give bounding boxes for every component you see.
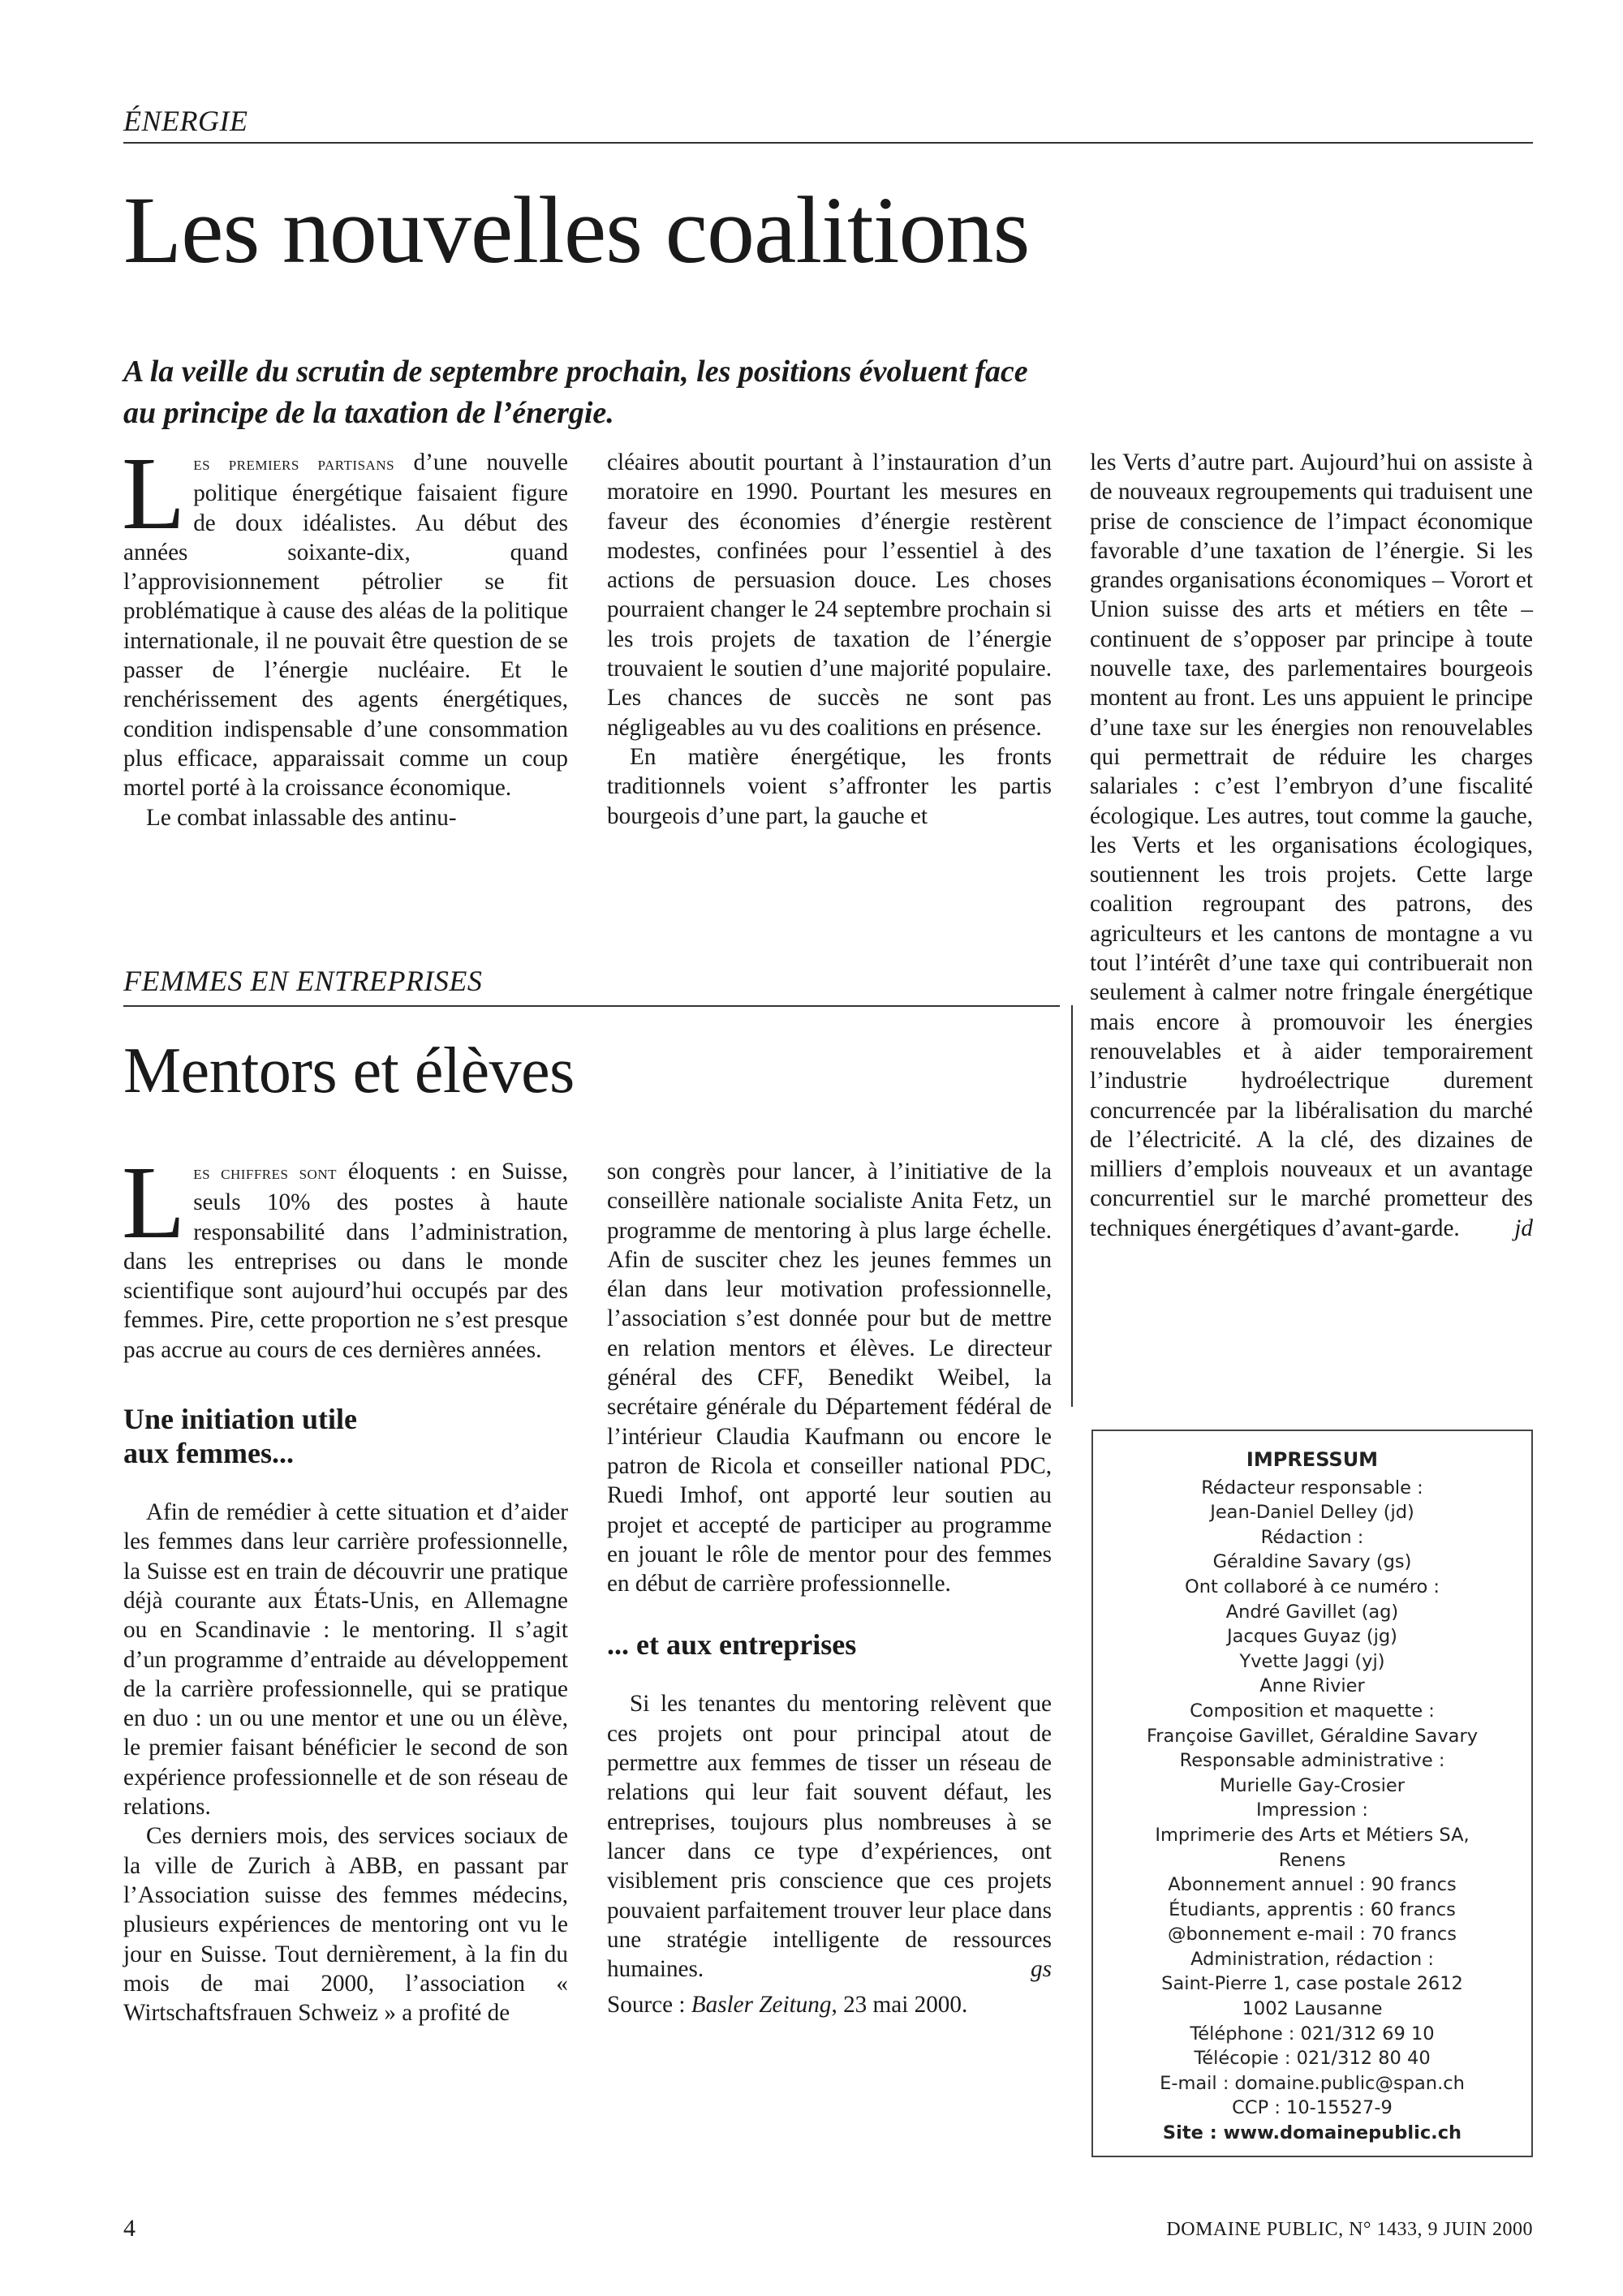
impressum-line: Responsable administrative : <box>1179 1750 1445 1772</box>
article-lead <box>123 351 1503 434</box>
impressum-line: Télécopie : 021/312 80 40 <box>1194 2048 1431 2070</box>
publication-info: DOMAINE PUBLIC, N° 1433, 9 JUIN 2000 <box>1166 2219 1533 2240</box>
paragraph: son congrès pour lancer, à l’initiative de la conseillère nationale socialiste Anita Fetz, un programme de mentoring à plus large échelle. Afin de susciter chez les jeunes femmes un élan dans leur motivation professionnelle, l’association s’est donnée pour but de mettre en relation mentors et élèves. Le directeur général des CFF, Benedikt Weibel, la secrétaire générale du Département fédéral de l’intérieur Claudia Kaufmann ou encore le patron de Ricola et conseiller national PDC, Ruedi Imhof, ont apporté leur soutien au projet et accepté de participer au programme en jouant le rôle de mentor pour des femmes en début de carrière professionnelle. <box>607 1159 1052 1597</box>
impressum-title: IMPRESSUM <box>1246 1448 1379 1471</box>
impressum-line: 1002 Lausanne <box>1242 1998 1383 2020</box>
lead-line-1: A la veille du scrutin de septembre prochain, les positions évoluent face <box>123 355 1028 389</box>
impressum-line: Murielle Gay-Crosier <box>1219 1774 1406 1796</box>
page-number: 4 <box>123 2215 136 2242</box>
section-kicker-femmes: FEMMES EN ENTREPRISES <box>123 965 483 997</box>
impressum-line: @bonnement e-mail : 70 francs <box>1167 1924 1457 1946</box>
smallcaps-opening: es premiers partisans <box>193 454 395 475</box>
smallcaps-opening: es chiffres sont <box>193 1163 337 1184</box>
source-date: , 23 mai 2000. <box>831 1992 968 2019</box>
paragraph: éloquents : en Suisse, seuls 10% des postes à haute responsabilité dans l’administration, dans les entreprises ou dans le monde scientifique sont aujourd’hui occupés par des femmes. Pire, cette proportion ne s’est presque pas accrue au cours de ces dernières années. <box>123 1159 568 1363</box>
impressum-line: Saint-Pierre 1, case postale 2612 <box>1161 1973 1463 1995</box>
column-divider <box>1071 1005 1073 1407</box>
impressum-line: André Gavillet (ag) <box>1225 1601 1399 1623</box>
source-label: Source : <box>607 1992 691 2019</box>
impressum-box <box>1091 1430 1533 2157</box>
impressum-line: Ont collaboré à ce numéro : <box>1184 1576 1440 1597</box>
author-signature: jd <box>1514 1215 1533 1241</box>
impressum-line: CCP : 10-15527-9 <box>1232 2097 1393 2119</box>
paragraph: d’une nouvelle politique énergétique faisaient figure de doux idéalistes. Au début des années soixante-dix, quand l’approvisionnement pétrolier se fit problématique à cause des aléas de la politique internationale, il ne pouvait être question de se passer de l’énergie nucléaire. Et le renchérissement des agents énergétiques, condition indispensable d’une consommation plus efficace, apparaissait comme un coup mortel porté à la croissance économique. <box>123 449 568 802</box>
impressum-line: Abonnement annuel : 90 francs <box>1168 1874 1457 1896</box>
article2-column-2 <box>607 1157 1052 2020</box>
impressum-line: Administration, rédaction : <box>1190 1948 1434 1970</box>
impressum-line: Téléphone : 021/312 69 10 <box>1190 2023 1435 2044</box>
drop-cap: L <box>122 436 186 551</box>
impressum-line: Anne Rivier <box>1259 1675 1365 1697</box>
subheading: ... et aux entreprises <box>607 1628 857 1662</box>
impressum-line: Rédacteur responsable : <box>1201 1477 1423 1498</box>
impressum-line: Renens <box>1278 1849 1346 1871</box>
section-rule <box>123 142 1533 144</box>
subheading-line-1: Une initiation utile <box>123 1403 358 1436</box>
paragraph: Le combat inlassable des antinu- <box>146 804 457 831</box>
impressum-line: Rédaction : <box>1260 1526 1364 1548</box>
article2-column-1 <box>122 1145 568 2027</box>
impressum-line: Jean-Daniel Delley (jd) <box>1210 1502 1414 1524</box>
impressum-line: Yvette Jaggi (yj) <box>1239 1650 1385 1672</box>
impressum-line: Imprimerie des Arts et Métiers SA, <box>1155 1824 1470 1846</box>
impressum-line: Impression : <box>1256 1799 1368 1821</box>
author-signature: gs <box>1031 1956 1052 1983</box>
paragraph: cléaires aboutit pourtant à l’instauration d’un moratoire en 1990. Pourtant les mesures en faveur des économies d’énergie restèrent modestes, confinées pour l’essentiel à des actions de persuasion douce. Les choses pourraient changer le 24 septembre prochain si les trois projets de taxation de l’énergie trouvaient le soutien d’une majorité populaire. Les chances de succès ne sont pas négligeables au vu des coalitions en présence. <box>607 449 1052 741</box>
article1-column-2 <box>607 448 1052 831</box>
impressum-website[interactable]: Site : www.domainepublic.ch <box>1162 2122 1462 2144</box>
impressum-line: Jacques Guyaz (jg) <box>1227 1626 1397 1648</box>
article1-column-1 <box>122 436 568 832</box>
paragraph: Afin de remédier à cette situation et d’aider les femmes dans leur carrière professionnelle, la Suisse est en train de découvrir une pratique déjà courante aux États-Unis, en Allemagne ou en Scandinavie : le mentoring. Il s’agit d’un programme d’entraide au développement de la carrière professionnelle, qui se pratique en duo : un ou une mentor et une ou un élève, le premier faisant bénéficier le second de son expérience professionnelle et de son réseau de relations. <box>123 1499 568 1821</box>
impressum-line: Composition et maquette : <box>1190 1700 1435 1722</box>
lead-line-2: au principe de la taxation de l’énergie. <box>123 396 614 430</box>
section-kicker-energie: ÉNERGIE <box>123 105 248 137</box>
impressum-email[interactable]: E-mail : domaine.public@span.ch <box>1160 2072 1465 2094</box>
paragraph: En matière énergétique, les fronts traditionnels voient s’affronter les partis bourgeois d’une part, la gauche et <box>607 743 1052 829</box>
paragraph: Ces derniers mois, des services sociaux de la ville de Zurich à ABB, en passant par l’Association suisse des femmes médecins, plusieurs expériences de mentoring ont vu le jour en Suisse. Tout dernièrement, à la fin du mois de mai 2000, l’association « Wirtschaftsfrauen Schweiz » a profité de <box>123 1823 568 2027</box>
article-title: Mentors et élèves <box>123 1035 575 1107</box>
section-rule <box>123 1005 1060 1007</box>
subheading-line-2: aux femmes... <box>123 1437 294 1470</box>
source-citation <box>607 1990 1052 2019</box>
subheading <box>123 1402 568 1470</box>
drop-cap: L <box>122 1145 186 1260</box>
source-title: Basler Zeitung <box>691 1992 832 2019</box>
paragraph: les Verts d’autre part. Aujourd’hui on assiste à de nouveaux regroupements qui traduisent une prise de conscience de l’impact économique favorable d’une taxation de l’énergie. Si les grandes organisations économiques – Vorort et Union suisse des arts et métiers en tête – continuent de s’opposer par principe à toute nouvelle taxe, des parlementaires bourgeois montent au front. Les uns appuient le principe d’une taxe sur les énergies non renouvelables qui permettrait de réduire les charges salariales : c’est l’embryon d’une fiscalité écologique. Les autres, tout comme la gauche, les Verts et les organisations écologiques, soutiennent les trois projets. Cette large coalition regroupant des patrons, des agriculteurs et les cantons de montagne a vu tout l’intérêt d’une taxe qui contribuerait non seulement à calmer notre fringale énergétique mais encore à promouvoir les énergies renouvelables et à aider temporairement l’industrie hydroélectrique durement concurrencée par la libéralisation du marché de l’électricité. A la clé, des dizaines de milliers d’emplois nouveaux et un avantage concurrentiel sur le marché prometteur des techniques énergétiques d’avant-garde. <box>1090 449 1533 1241</box>
paragraph: Si les tenantes du mentoring relèvent que ces projets ont pour principal atout de permettre aux femmes de tisser un réseau de relations qui leur fait souvent défaut, les entreprises, toujours plus nombreuses à se lancer dans ce type d’expériences, ont visiblement pris conscience que ces projets pouvaient parfaitement trouver leur place dans une stratégie intelligente de ressources humaines. <box>607 1691 1052 1983</box>
impressum-line: Géraldine Savary (gs) <box>1212 1551 1412 1573</box>
impressum-line: Françoise Gavillet, Géraldine Savary <box>1146 1725 1479 1747</box>
article1-column-3 <box>1090 448 1533 1243</box>
impressum-line: Étudiants, apprentis : 60 francs <box>1169 1898 1456 1920</box>
article-title: Les nouvelles coalitions <box>123 177 1030 283</box>
